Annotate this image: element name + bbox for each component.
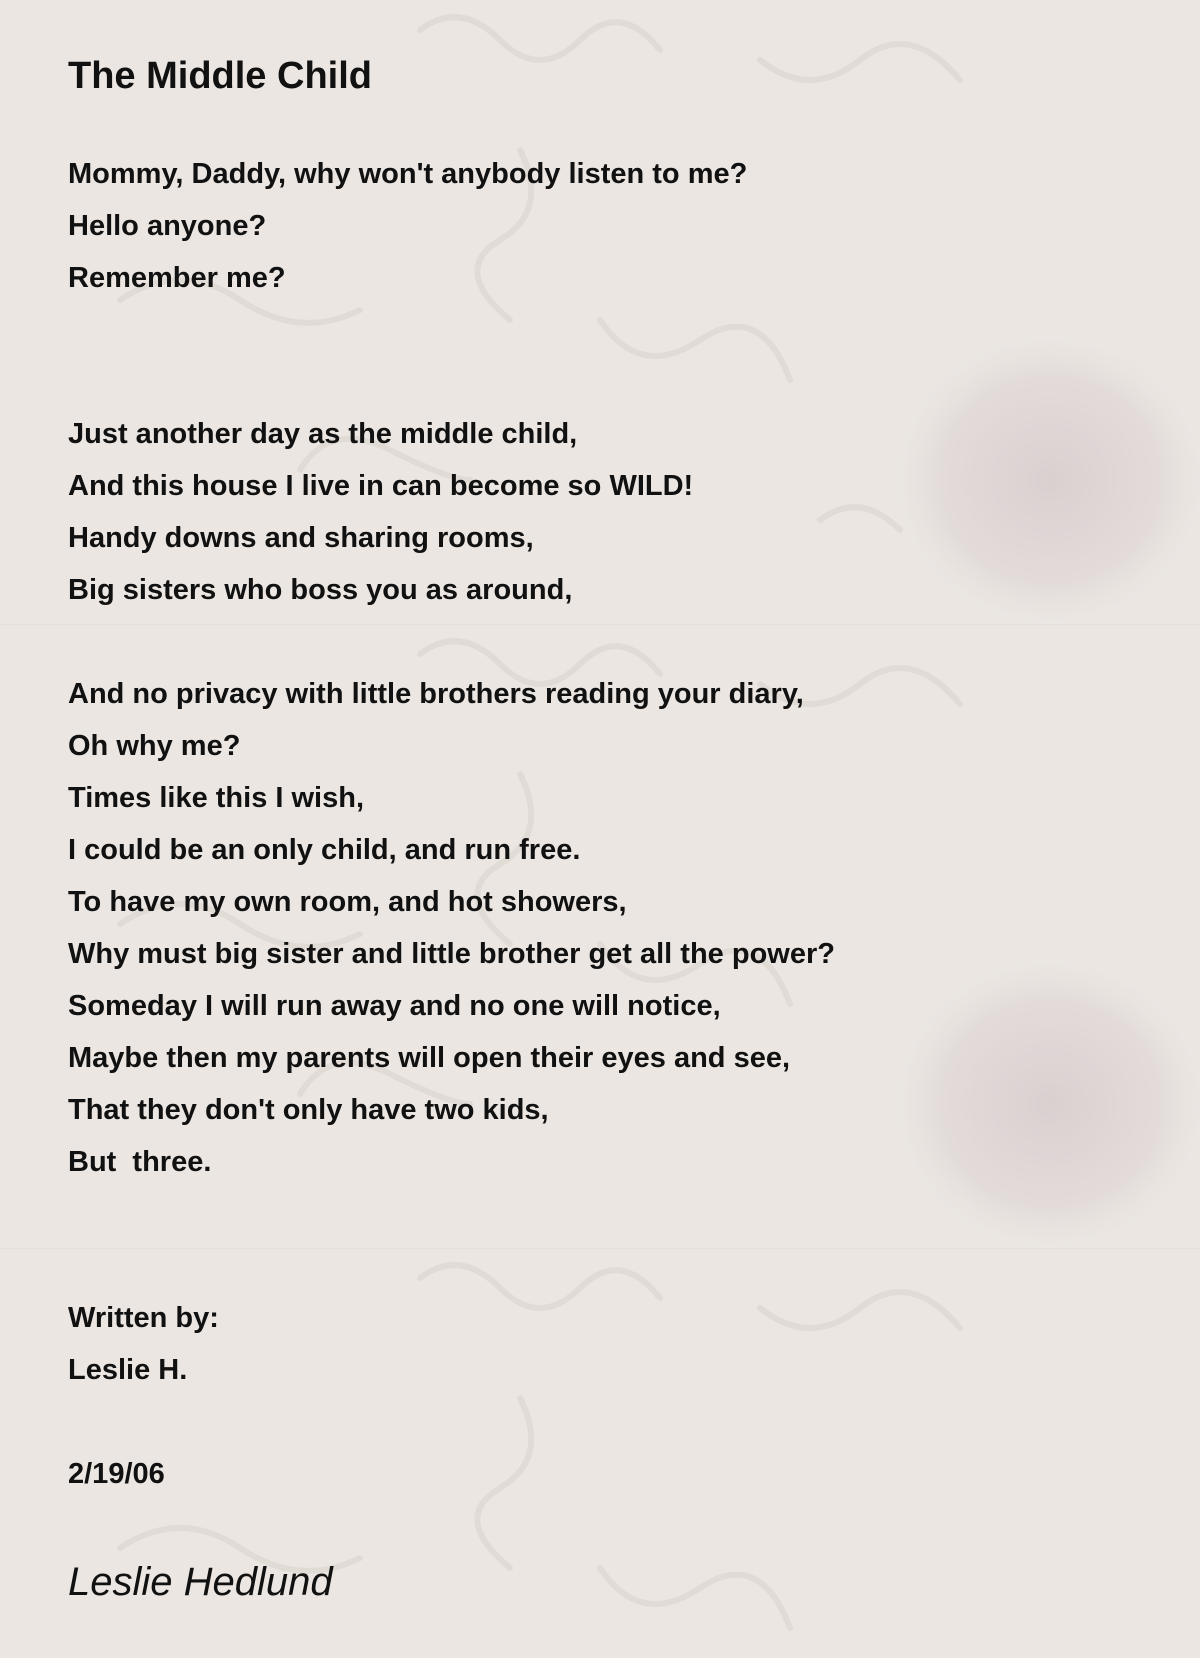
poem-blank-line [68,304,835,356]
poem-line: But three. [68,1146,212,1178]
poem-line: And this house I live in can become so WILD! [68,470,694,502]
poem-title: The Middle Child [68,55,372,97]
poem-blank-line [68,1188,835,1240]
poem-line: Remember me? [68,262,286,294]
poem-line: And no privacy with little brothers reading your diary, [68,678,804,710]
poem-line: Mommy, Daddy, why won't anybody listen to me? [68,158,748,190]
poem-line: I could be an only child, and run free. [68,834,581,866]
poem-blank-line [68,616,835,668]
poem-line: That they don't only have two kids, [68,1094,549,1126]
poem-line: Leslie H. [68,1354,188,1386]
poem-line: Written by: [68,1302,219,1334]
poem-blank-line [68,1396,835,1448]
poem-blank-line [68,356,835,408]
poem-line: Why must big sister and little brother get all the power? [68,938,835,970]
poem-line: Times like this I wish, [68,782,365,814]
poem-line: To have my own room, and hot showers, [68,886,627,918]
poem-line: Maybe then my parents will open their eyes and see, [68,1042,791,1074]
poem-line: Just another day as the middle child, [68,418,578,450]
poem-body [68,148,835,1500]
poem-author: Leslie Hedlund [68,1560,333,1604]
poem-line: Oh why me? [68,730,241,762]
poem-blank-line [68,1240,835,1292]
poem-line: Someday I will run away and no one will notice, [68,990,721,1022]
poem-line: Big sisters who boss you as around, [68,574,573,606]
poem-date-line: 2/19/06 [68,1458,165,1490]
poem-line: Handy downs and sharing rooms, [68,522,534,554]
poem-line: Hello anyone? [68,210,267,242]
